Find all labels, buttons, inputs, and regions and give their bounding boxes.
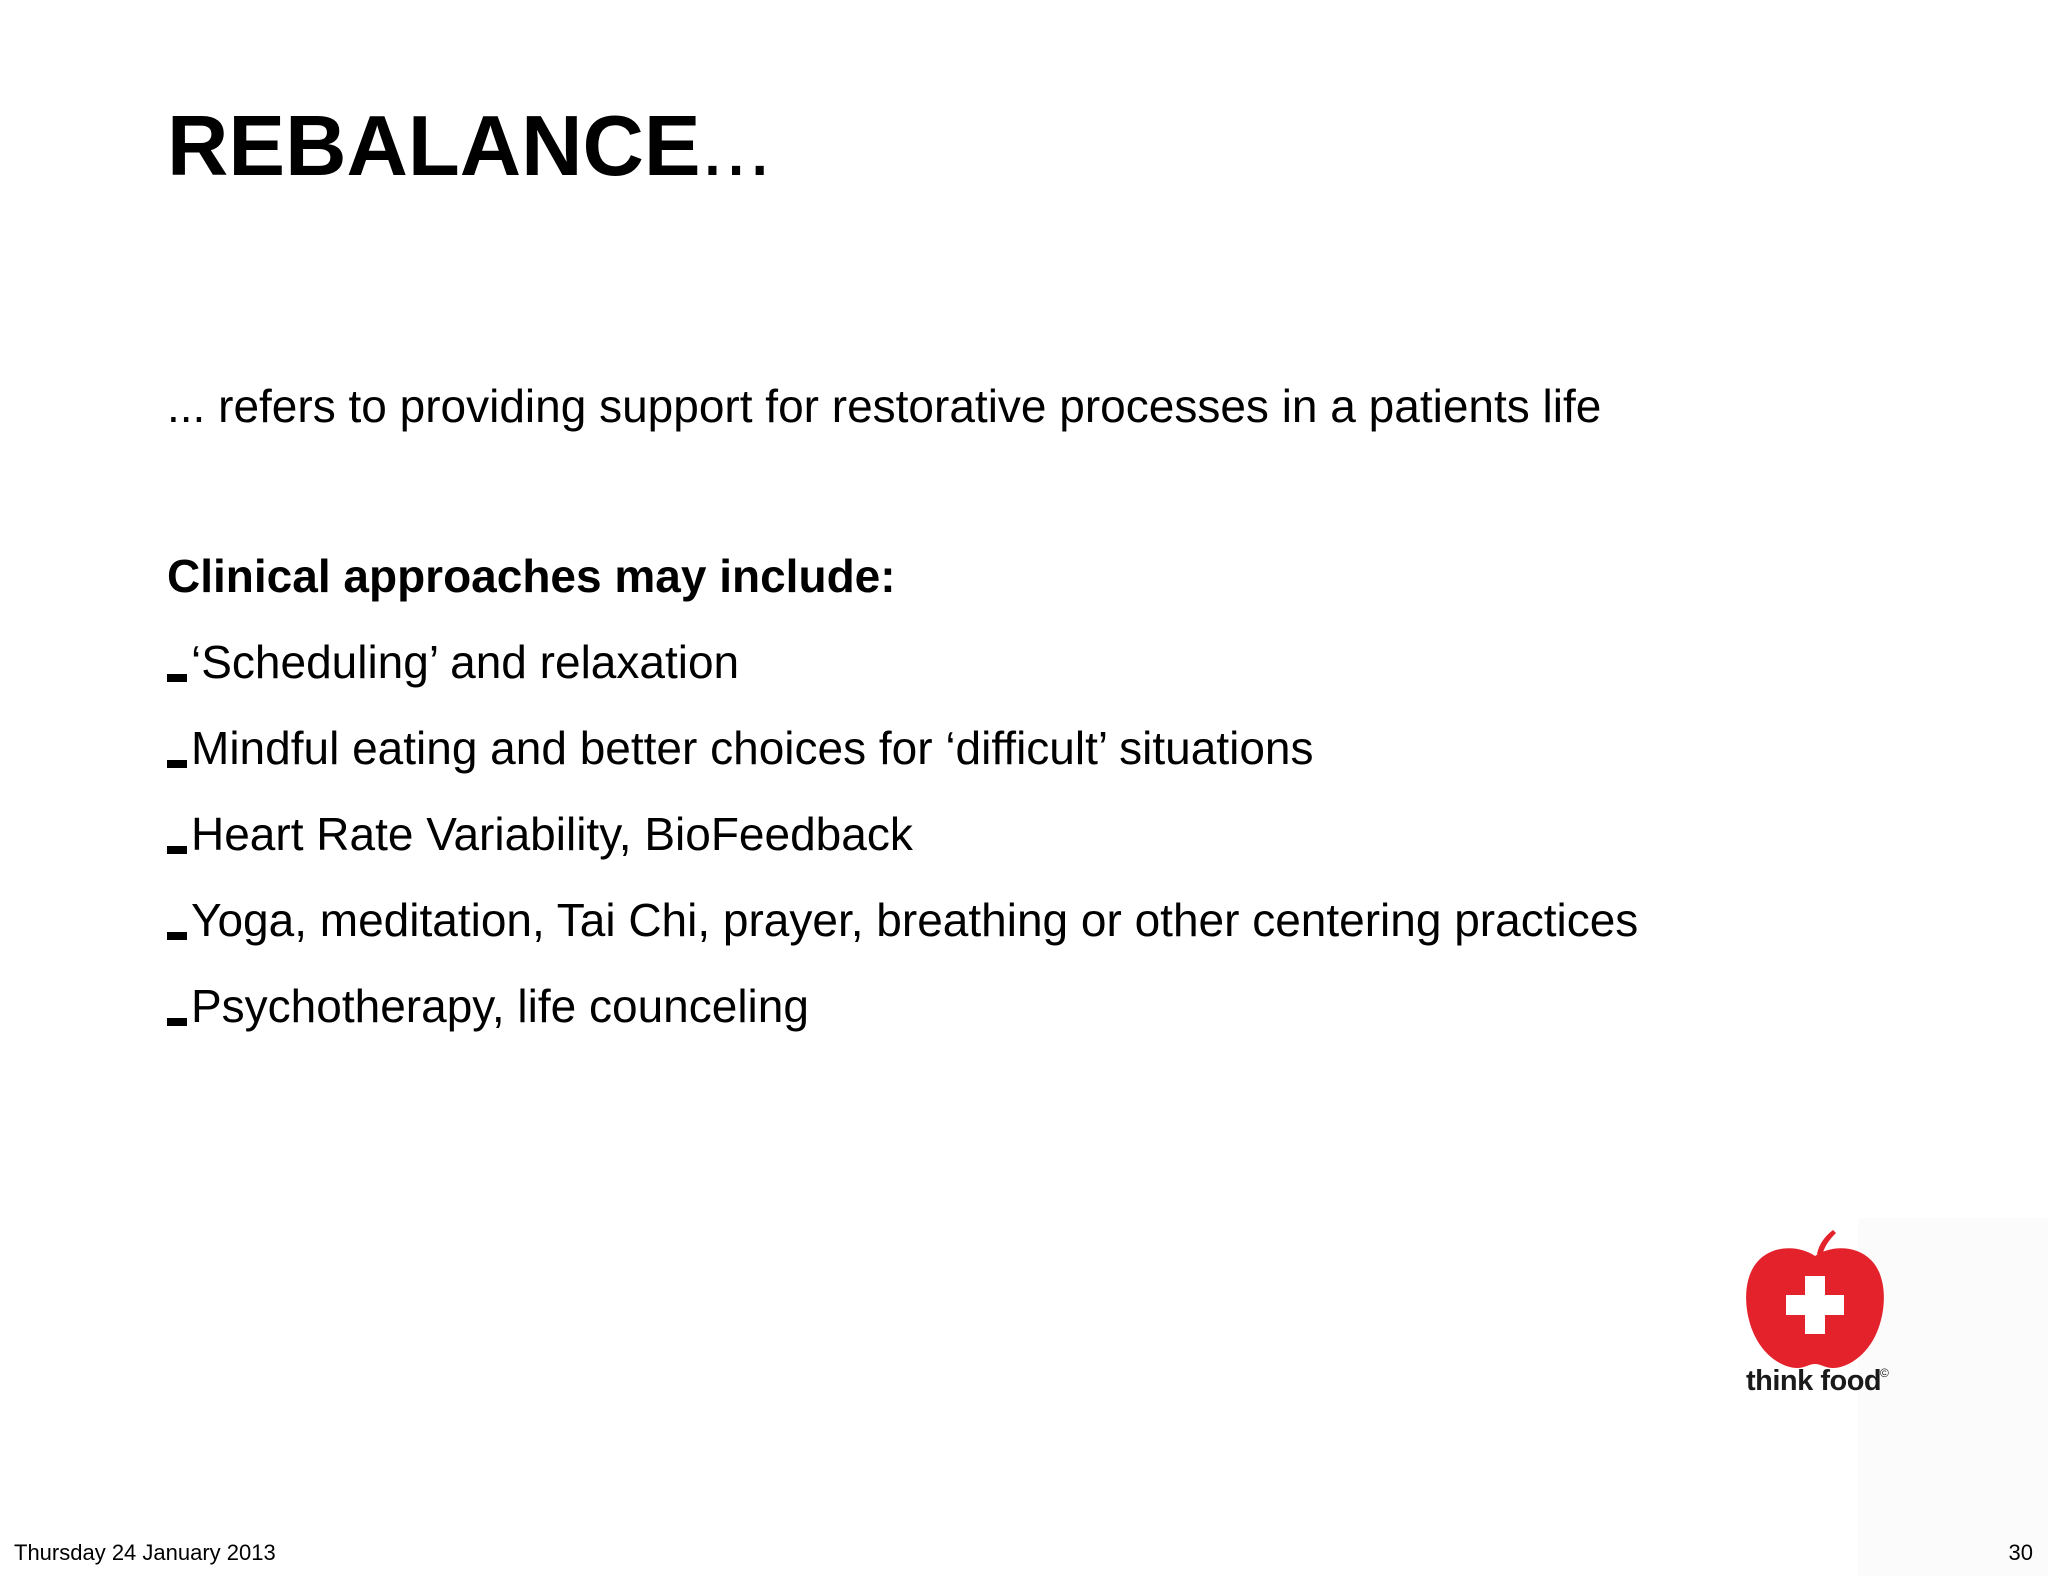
bullet-item xyxy=(167,892,1638,978)
bullet-item xyxy=(167,978,1638,1064)
bullet-text: Yoga, meditation, Tai Chi, prayer, breathing or other centering practices xyxy=(191,894,1639,946)
dash-bullet-icon xyxy=(167,932,187,940)
slide-title-text: REBALANCE xyxy=(167,99,701,194)
slide-title-ellipsis: ... xyxy=(700,99,772,194)
logo-text: think food xyxy=(1746,1365,1882,1397)
dash-bullet-icon xyxy=(167,846,187,854)
page-number: 30 xyxy=(2008,1540,2033,1565)
bullet-text: Psychotherapy, life counceling xyxy=(191,980,809,1032)
bullet-item xyxy=(167,806,1638,892)
bullet-text: Heart Rate Variability, BioFeedback xyxy=(191,808,913,860)
bullet-item xyxy=(167,634,1638,720)
bullet-text: ‘Scheduling’ and relaxation xyxy=(191,636,740,688)
dash-bullet-icon xyxy=(167,1018,187,1026)
bullet-list xyxy=(167,634,1638,1064)
dash-bullet-icon xyxy=(167,674,187,682)
dash-bullet-icon xyxy=(167,760,187,768)
intro-text: ... refers to providing support for restorative processes in a patients life xyxy=(167,380,1602,432)
slide-title xyxy=(167,92,771,202)
footer-date: Thursday 24 January 2013 xyxy=(14,1540,276,1565)
section-heading: Clinical approaches may include: xyxy=(167,550,896,602)
bullet-item xyxy=(167,720,1638,806)
bullet-text: Mindful eating and better choices for ‘difficult’ situations xyxy=(191,722,1314,774)
logo-copyright-mark: © xyxy=(1880,1366,1889,1380)
